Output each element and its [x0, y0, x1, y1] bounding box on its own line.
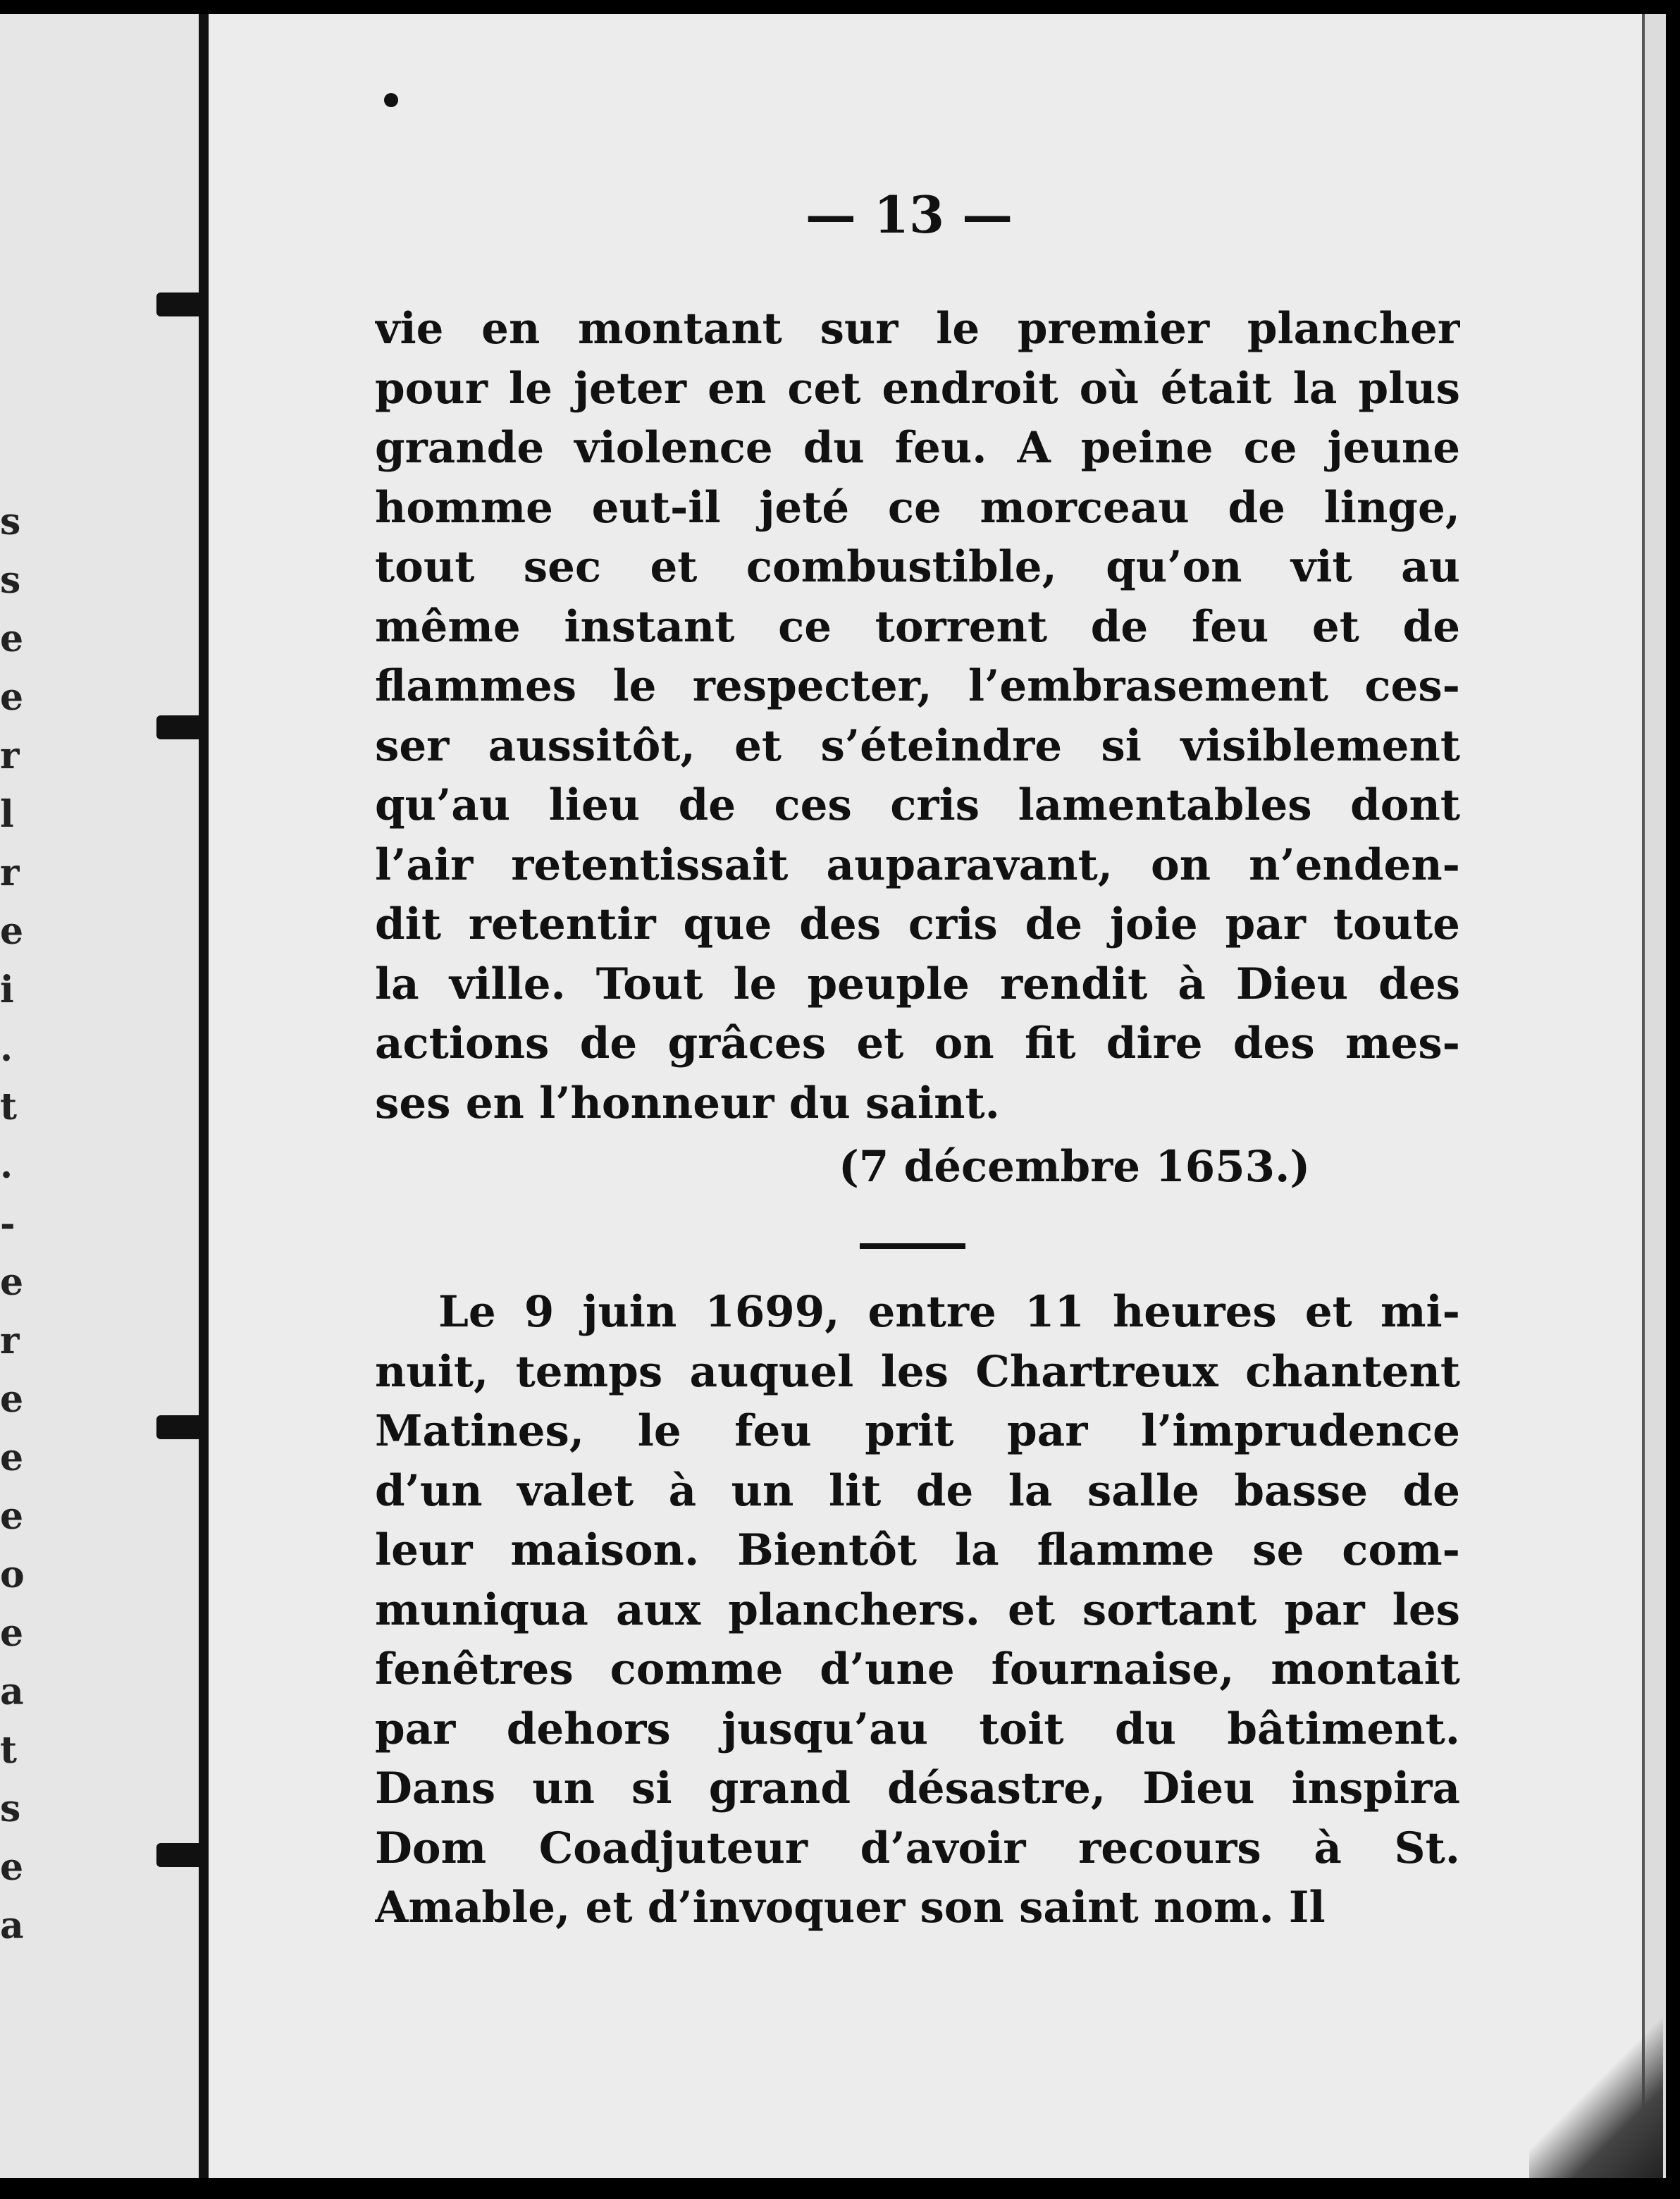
- edge-letter: e: [0, 1612, 24, 1655]
- section-separator: [860, 1243, 965, 1249]
- text-line: leur maison. Bientôt la flamme se com-: [375, 1525, 1460, 1575]
- text-line: dit retentir que des cris de joie par toute: [375, 899, 1460, 949]
- edge-letter: r: [0, 734, 20, 777]
- edge-letter: s: [0, 559, 21, 602]
- edge-letter: s: [0, 500, 21, 543]
- date-line: (7 décembre 1653.): [839, 1142, 1311, 1192]
- text-line: Le 9 juin 1699, entre 11 heures et mi-: [438, 1287, 1460, 1337]
- text-line: tout sec et combustible, qu’on vit au: [375, 542, 1460, 592]
- text-line: ses en l’honneur du saint.: [375, 1078, 1000, 1128]
- text-line: Dom Coadjuteur d’avoir recours à St.: [375, 1823, 1460, 1873]
- text-line: ser aussitôt, et s’éteindre si visiblement: [375, 720, 1460, 771]
- text-line: Amable, et d’invoquer son saint nom. Il: [375, 1883, 1326, 1933]
- page-corner-shadow: [1529, 2016, 1663, 2178]
- edge-letter: e: [0, 910, 24, 953]
- text-line: Dans un si grand désastre, Dieu inspira: [375, 1763, 1460, 1813]
- edge-letter: t: [0, 1085, 18, 1128]
- edge-letter: e: [0, 676, 24, 719]
- text-line: nuit, temps auquel les Chartreux chantent: [375, 1346, 1460, 1397]
- text-line: actions de grâces et on fit dire des mes-: [375, 1018, 1460, 1068]
- edge-letter: .: [0, 1144, 13, 1187]
- edge-letter: e: [0, 617, 24, 660]
- edge-letter: r: [0, 851, 20, 894]
- text-line: grande violence du feu. A peine ce jeune: [375, 423, 1460, 473]
- edge-letter: s: [0, 1787, 21, 1830]
- edge-letter: .: [0, 1027, 13, 1070]
- edge-letter: e: [0, 1378, 24, 1421]
- text-line: même instant ce torrent de feu et de: [375, 601, 1460, 652]
- edge-letter: i: [0, 968, 14, 1011]
- text-line: fenêtres comme d’une fournaise, montait: [375, 1644, 1460, 1694]
- edge-letter: a: [0, 1904, 24, 1947]
- edge-letter: -: [0, 1202, 16, 1245]
- text-line: qu’au lieu de ces cris lamentables dont: [375, 780, 1460, 830]
- edge-letter: e: [0, 1261, 24, 1304]
- ink-dot: [384, 93, 398, 107]
- text-line: l’air retentissait auparavant, on n’enden-: [375, 839, 1460, 890]
- edge-letter: r: [0, 1319, 20, 1362]
- page-right-edge: [1642, 14, 1666, 2178]
- edge-letter: l: [0, 793, 14, 836]
- edge-letter: t: [0, 1729, 18, 1772]
- paragraph-1: [375, 300, 1460, 1133]
- edge-letter: e: [0, 1436, 24, 1479]
- edge-letter: o: [0, 1553, 25, 1596]
- page-number: — 13 —: [805, 185, 1013, 245]
- edge-letter: e: [0, 1846, 24, 1889]
- text-line: vie en montant sur le premier plancher: [375, 304, 1460, 354]
- text-line: Matines, le feu prit par l’imprudence: [375, 1406, 1460, 1456]
- paragraph-2: [375, 1283, 1460, 1938]
- text-line: muniqua aux planchers. et sortant par les: [375, 1584, 1460, 1635]
- edge-letter: a: [0, 1670, 24, 1713]
- text-line: la ville. Tout le peuple rendit à Dieu des: [375, 959, 1460, 1009]
- text-line: par dehors jusqu’au toit du bâtiment.: [375, 1704, 1460, 1754]
- edge-letter: e: [0, 1495, 24, 1538]
- text-line: homme eut-il jeté ce morceau de linge,: [375, 482, 1460, 533]
- text-line: d’un valet à un lit de la salle basse de: [375, 1465, 1460, 1516]
- text-line: flammes le respecter, l’embrasement ces-: [375, 661, 1460, 711]
- text-line: pour le jeter en cet endroit où était la plus: [375, 363, 1460, 414]
